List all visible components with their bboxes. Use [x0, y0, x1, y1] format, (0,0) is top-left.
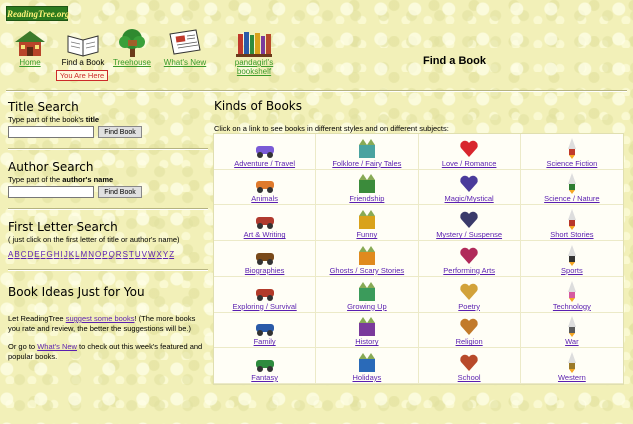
sports-icon — [561, 244, 583, 266]
kind-ghosts-scary-stories[interactable] — [316, 241, 418, 277]
books-icon — [561, 208, 583, 230]
heart-icon — [458, 137, 480, 159]
kind-exploring-survival[interactable] — [214, 277, 316, 313]
kind-religion[interactable] — [419, 313, 521, 349]
friends-icon — [356, 172, 378, 194]
readingtree-logo[interactable]: ReadingTree.org — [6, 6, 68, 21]
letter-link-z[interactable]: Z — [169, 250, 175, 259]
helmet-icon — [561, 315, 583, 337]
section-divider — [8, 208, 208, 210]
letter-link-n[interactable]: N — [88, 250, 94, 259]
kind-label[interactable]: Sports — [561, 265, 583, 275]
book-ideas-paragraph-1 — [8, 314, 208, 334]
letter-link-e[interactable]: E — [34, 250, 40, 259]
kind-school[interactable] — [419, 348, 521, 384]
header-divider — [6, 90, 627, 92]
kind-folklore-fairy-tales[interactable] — [316, 134, 418, 170]
kind-animals[interactable] — [214, 170, 316, 206]
book-ideas-paragraph-2 — [8, 342, 208, 362]
letter-link-d[interactable]: D — [27, 250, 34, 259]
title-search-hint — [8, 115, 208, 124]
jester-icon — [356, 208, 378, 230]
book-ideas-heading: Book Ideas Just for You — [8, 285, 145, 299]
car-icon — [254, 137, 276, 159]
child-icon — [356, 280, 378, 302]
letter-link-t[interactable]: T — [128, 250, 134, 259]
first-letter-section — [8, 220, 208, 259]
letter-link-a[interactable]: A — [8, 250, 14, 259]
title-search-row — [8, 126, 208, 140]
ghost-icon — [356, 244, 378, 266]
kind-label[interactable]: Animals — [251, 194, 278, 204]
kind-label[interactable]: Exploring / Survival — [232, 301, 297, 311]
family-icon — [254, 315, 276, 337]
school-icon — [458, 351, 480, 373]
kind-label[interactable]: Fantasy — [251, 373, 278, 382]
nav-treehouse-label[interactable]: Treehouse — [113, 58, 151, 67]
book-icon — [65, 28, 101, 58]
kinds-of-books-grid — [213, 133, 624, 385]
kind-art-writing[interactable] — [214, 205, 316, 241]
kind-fantasy[interactable] — [214, 348, 316, 384]
kind-label[interactable]: Funny — [356, 230, 378, 240]
detective-icon — [458, 208, 480, 230]
kind-adventure-travel[interactable] — [214, 134, 316, 170]
kind-war[interactable] — [521, 313, 623, 349]
kind-funny[interactable] — [316, 205, 418, 241]
letter-link-c[interactable]: C — [20, 250, 27, 259]
kind-history[interactable] — [316, 313, 418, 349]
pencil-icon — [254, 208, 276, 230]
castle-icon — [356, 137, 378, 159]
letter-link-r[interactable]: R — [115, 250, 122, 259]
kind-biographies[interactable] — [214, 241, 316, 277]
letter-link-q[interactable]: Q — [108, 250, 115, 259]
newspaper-icon — [166, 28, 204, 58]
nav-treehouse[interactable] — [112, 28, 152, 67]
kind-label[interactable]: Love / Romance — [441, 158, 497, 168]
ideas-p2-prefix: Or go to — [8, 342, 38, 351]
nature-icon — [561, 172, 583, 194]
nav-find-a-book-label: Find a Book — [61, 58, 105, 67]
letter-link-o[interactable]: O — [94, 250, 102, 259]
kinds-of-books-subtitle: Click on a link to see books in different styles and on different subjects: — [214, 124, 449, 133]
author-search-input[interactable] — [8, 186, 94, 198]
title-search-input[interactable] — [8, 126, 94, 138]
first-letter-heading: First Letter Search — [8, 220, 118, 234]
letter-link-f[interactable]: F — [40, 250, 46, 259]
kind-family[interactable] — [214, 313, 316, 349]
kind-mystery-suspense[interactable] — [419, 205, 521, 241]
author-find-book-button[interactable]: Find Book — [98, 186, 142, 198]
kind-label[interactable]: Short Stories — [550, 230, 594, 240]
letter-link-y[interactable]: Y — [162, 250, 169, 259]
wizard-icon — [458, 172, 480, 194]
bookshelf-icon — [234, 28, 274, 58]
tree-icon — [114, 28, 150, 58]
nav-find-a-book — [60, 28, 106, 67]
author-search-hint-bold: author's name — [62, 175, 114, 184]
ideas-p1-suffix: ! (The more books you rate and review, the better the suggestions will be.) — [8, 314, 196, 333]
kind-magic-mystical[interactable] — [419, 170, 521, 206]
book-stack-icon — [254, 244, 276, 266]
letter-link-p[interactable]: P — [102, 250, 108, 259]
nav-whats-new-label[interactable]: What's New — [163, 58, 207, 67]
title-search-hint-bold: title — [85, 115, 100, 124]
title-find-book-button[interactable]: Find Book — [98, 126, 142, 138]
suggest-books-link[interactable]: suggest some books — [65, 314, 135, 323]
holiday-icon — [356, 351, 378, 373]
section-divider — [8, 148, 208, 150]
kind-short-stories[interactable] — [521, 205, 623, 241]
kind-label[interactable]: Holidays — [352, 373, 382, 382]
author-search-row — [8, 186, 208, 200]
letter-link-k[interactable]: K — [68, 250, 75, 259]
kind-performing-arts[interactable] — [419, 241, 521, 277]
kind-label[interactable]: Mystery / Suspense — [436, 230, 503, 240]
letter-link-i[interactable]: I — [60, 250, 63, 259]
kind-label[interactable]: War — [565, 337, 579, 347]
animals-icon — [254, 172, 276, 194]
first-letter-hint: ( just click on the first letter of title or author's name) — [8, 235, 180, 244]
kind-label[interactable]: Friendship — [349, 194, 385, 204]
kind-growing-up[interactable] — [316, 277, 418, 313]
title-search-hint-text: Type part of the book's — [8, 115, 86, 124]
letter-link-w[interactable]: W — [147, 250, 156, 259]
whats-new-link[interactable]: What's New — [37, 342, 77, 351]
title-search-section — [8, 100, 208, 140]
quill-icon — [458, 280, 480, 302]
kind-label[interactable]: Family — [253, 337, 276, 347]
left-column — [8, 100, 208, 362]
computer-icon — [561, 280, 583, 302]
kind-label[interactable]: Poetry — [458, 301, 480, 311]
ideas-p1-prefix: Let ReadingTree — [8, 314, 66, 323]
author-search-heading: Author Search — [8, 160, 94, 174]
kind-science-fiction[interactable] — [521, 134, 623, 170]
letter-link-m[interactable]: M — [80, 250, 88, 259]
kind-holidays[interactable] — [316, 348, 418, 384]
letter-link-s[interactable]: S — [122, 250, 128, 259]
kind-poetry[interactable] — [419, 277, 521, 313]
page-title: Find a Book — [423, 55, 486, 67]
letter-link-l[interactable]: L — [75, 250, 80, 259]
kind-friendship[interactable] — [316, 170, 418, 206]
kind-label[interactable]: Western — [557, 373, 586, 382]
kind-western[interactable] — [521, 348, 623, 384]
kind-label[interactable]: Religion — [455, 337, 483, 347]
explorer-icon — [254, 280, 276, 302]
nav-bookshelf[interactable] — [222, 28, 286, 76]
kind-label[interactable]: Adventure / Travel — [234, 158, 296, 168]
kind-love-romance[interactable] — [419, 134, 521, 170]
kind-label[interactable]: Ghosts / Scary Stories — [329, 265, 405, 275]
house-icon — [12, 28, 48, 58]
nav-home-label[interactable]: Home — [19, 58, 41, 67]
kind-label[interactable]: Science Fiction — [546, 158, 598, 168]
kind-label[interactable]: History — [355, 337, 379, 347]
nav-whats-new[interactable] — [162, 28, 208, 67]
dove-icon — [458, 315, 480, 337]
kind-label[interactable]: Performing Arts — [443, 265, 495, 275]
dragon-icon — [254, 351, 276, 373]
section-divider — [8, 269, 208, 271]
letter-link-v[interactable]: V — [141, 250, 147, 259]
title-search-heading: Title Search — [8, 100, 79, 114]
letter-link-x[interactable]: X — [156, 250, 162, 259]
letter-links — [8, 250, 208, 259]
letter-link-b[interactable]: B — [14, 250, 20, 259]
kinds-of-books-heading: Kinds of Books — [214, 99, 302, 113]
kind-label[interactable]: Art & Writing — [243, 230, 286, 240]
kind-label[interactable]: Growing Up — [347, 301, 387, 311]
kind-label[interactable]: Technology — [552, 301, 591, 311]
kind-label[interactable]: Magic/Mystical — [444, 194, 494, 204]
theater-icon — [458, 244, 480, 266]
letter-link-g[interactable]: G — [46, 250, 53, 259]
letter-link-u[interactable]: U — [134, 250, 141, 259]
nav-home[interactable] — [10, 28, 50, 67]
kind-label[interactable]: School — [457, 373, 481, 382]
knight-icon — [356, 315, 378, 337]
kind-sports[interactable] — [521, 241, 623, 277]
book-ideas-section — [8, 285, 208, 362]
kind-technology[interactable] — [521, 277, 623, 313]
kind-label[interactable]: Biographies — [244, 265, 285, 275]
kind-label[interactable]: Science / Nature — [544, 194, 600, 204]
rocket-icon — [561, 137, 583, 159]
kind-label[interactable]: Folklore / Fairy Tales — [332, 158, 402, 168]
author-search-section — [8, 160, 208, 200]
nav-bookshelf-label[interactable]: pandagirl's bookshelf — [234, 58, 274, 76]
you-are-here-badge: You Are Here — [56, 70, 108, 81]
author-search-hint — [8, 175, 208, 184]
ideas-p2-suffix: to check out this week's featured and popular books. — [8, 342, 203, 361]
letter-link-j[interactable]: J — [63, 250, 68, 259]
author-search-hint-text: Type part of the — [8, 175, 63, 184]
kind-science-nature[interactable] — [521, 170, 623, 206]
letter-link-h[interactable]: H — [53, 250, 60, 259]
cowboy-icon — [561, 351, 583, 373]
